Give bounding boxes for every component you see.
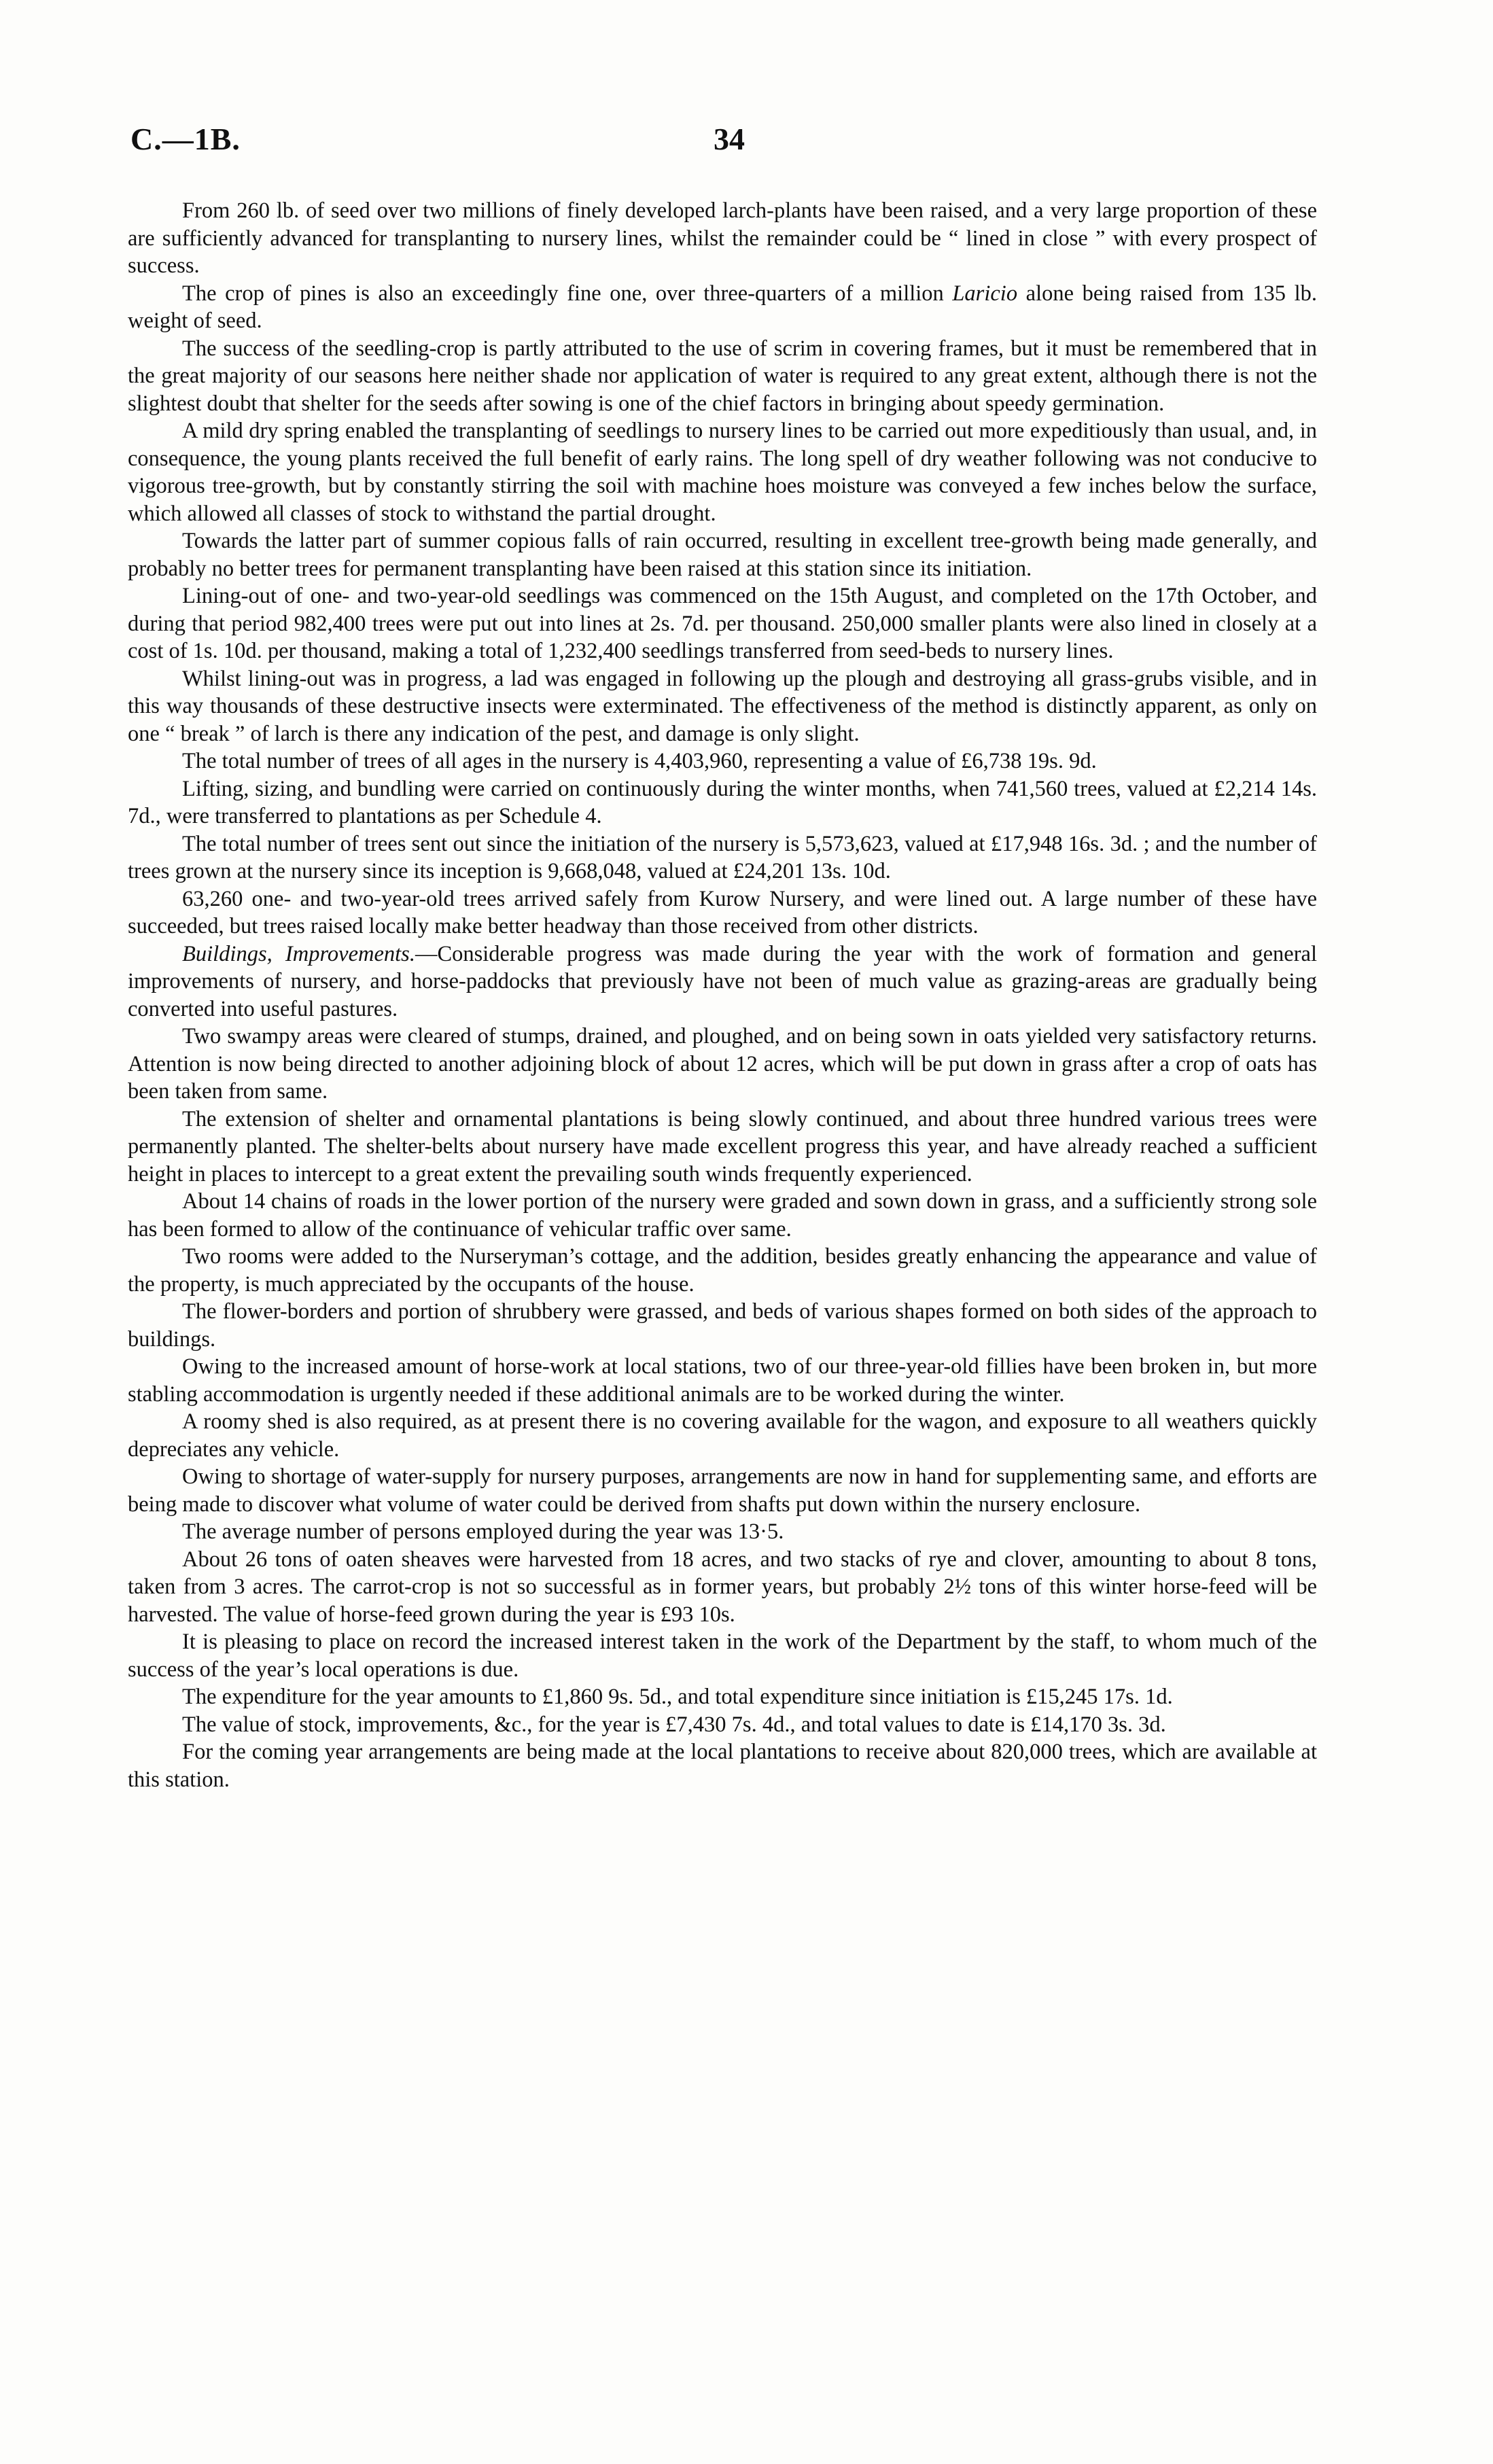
page-header: [130, 121, 1363, 175]
paragraph-pine-crop: [128, 280, 1317, 335]
paragraph-summer-rain: Towards the latter part of summer copious falls of rain occurred, resulting in excellent tree-growth being made generally, and probably no better trees for permanent transplanting have been raised at this station since its initiation.: [128, 529, 1317, 581]
paragraph-stock-value: The value of stock, improvements, &c., for the year is £7,430 7s. 4d., and total values to date is £14,170 3s. 3d.: [182, 1712, 1166, 1737]
paragraph-water-supply: Owing to shortage of water-supply for nursery purposes, arrangements are now in hand for supplementing same, and efforts are being made to discover what volume of water could be derived from shafts put down within the nursery enclosure.: [128, 1464, 1317, 1517]
paragraph-buildings-improvements: [128, 940, 1317, 1023]
paragraph-kurow-nursery: 63,260 one- and two-year-old trees arrived safely from Kurow Nursery, and were lined out. A large number of these have succeeded, but trees raised locally make better headway than those received from other districts.: [128, 886, 1317, 938]
paragraph-coming-year: For the coming year arrangements are being made at the local plantations to receive about 820,000 trees, which are available at this station.: [128, 1740, 1317, 1792]
paragraph-expenditure: The expenditure for the year amounts to £1,860 9s. 5d., and total expenditure since initiation is £15,245 17s. 1d.: [182, 1685, 1173, 1709]
pine-crop-text-end: alone being raised from 135 lb. weight of seed.: [128, 281, 1317, 333]
paragraph-swampy-areas: Two swampy areas were cleared of stumps, drained, and ploughed, and on being sown in oats yielded very satisfactory returns. Attention is now being directed to another adjoining block of about 12 acres, which will be put down in grass after a crop of oats has been taken from same.: [128, 1024, 1317, 1104]
paragraph-total-trees: The total number of trees of all ages in the nursery is 4,403,960, representing a value of £6,738 19s. 9d.: [182, 749, 1097, 773]
paragraph-dry-spring: A mild dry spring enabled the transplanting of seedlings to nursery lines to be carried out more expeditiously than usual, and, in consequence, the young plants received the full benefit of early rains. The long spell of dry weather following was not conducive to vigorous tree-growth, but by constantly stirring the soil with machine hoes moisture was conveyed a few inches below the surface, which allowed all classes of stock to withstand the partial drought.: [128, 419, 1317, 526]
paragraph-oaten-sheaves: About 26 tons of oaten sheaves were harvested from 18 acres, and two stacks of rye and clover, amounting to about 8 tons, taken from 3 acres. The carrot-crop is not so successful as in former years, but probably 2½ tons of this winter horse-feed will be harvested. The value of horse-feed grown during the year is £93 10s.: [128, 1547, 1317, 1627]
paragraph-roads: About 14 chains of roads in the lower portion of the nursery were graded and sown down in grass, and a sufficiently strong sole has been formed to allow of the continuance of vehicular traffic over same.: [128, 1189, 1317, 1242]
section-heading-buildings: Buildings, Improvements.: [182, 941, 415, 966]
paragraph-lifting: Lifting, sizing, and bundling were carried on continuously during the winter months, when 741,560 trees, valued at £2,214 14s. 7d., were transferred to plantations as per Schedule 4.: [128, 776, 1317, 828]
paragraph-shelter-plantations: The extension of shelter and ornamental plantations is being slowly continued, and about three hundred various trees were permanently planted. The shelter-belts about nursery have made excellent progress this year, and have already reached a sufficient height in places to intercept to a great extent the prevailing south winds frequently experienced.: [128, 1106, 1317, 1186]
paragraph-staff-interest: It is pleasing to place on record the increased interest taken in the work of the Department by the staff, to whom much of the success of the year’s local operations is due.: [128, 1630, 1317, 1682]
paragraph-horse-work: Owing to the increased amount of horse-work at local stations, two of our three-year-old fillies have been broken in, but more stabling accommodation is urgently needed if these additional animals are to be worked during the winter.: [128, 1354, 1317, 1407]
paragraph-grass-grubs: Whilst lining-out was in progress, a lad was engaged in following up the plough and destroying all grass-grubs visible, and in this way thousands of these destructive insects were exterminated. The effectiveness of the method is distinctly apparent, as only on one “ break ” of larch is there any indication of the pest, and damage is only slight.: [128, 666, 1317, 746]
report-body: [128, 197, 1317, 1793]
paragraph-larch-plants: From 260 lb. of seed over two millions of finely developed larch-plants have been raised, and a very large proportion of these are sufficiently advanced for transplanting to nursery lines, whilst the remainder could be “ lined in close ” with every prospect of success.: [128, 198, 1317, 278]
paragraph-lining-out: Lining-out of one- and two-year-old seedlings was commenced on the 15th August, and completed on the 17th October, and during that period 982,400 trees were put out into lines at 2s. 7d. per thousand. 250,000 smaller plants were also lined in closely at a cost of 1s. 10d. per thousand, making a total of 1,232,400 seedlings transferred from seed-beds to nursery lines.: [128, 584, 1317, 663]
paragraph-trees-sent-out: The total number of trees sent out since the initiation of the nursery is 5,573,623, valued at £17,948 16s. 3d. ; and the number of trees grown at the nursery since its inception is 9,668,048, valued at £24,201 13s. 10d.: [128, 831, 1317, 883]
document-reference: C.—1B.: [130, 122, 241, 156]
paragraph-cottage: Two rooms were added to the Nurseryman’s cottage, and the addition, besides greatly enhancing the appearance and value of the property, is much appreciated by the occupants of the house.: [128, 1244, 1317, 1297]
buildings-improvements-text: —Considerable progress was made during the year with the work of formation and general improvements of nursery, and horse-paddocks that previously have not been of much value as grazing-areas are gradually being converted into useful pastures.: [128, 941, 1318, 1021]
pine-crop-text-start: The crop of pines is also an exceedingly fine one, over three-quarters of a million: [182, 281, 953, 306]
paragraph-persons-employed: The average number of persons employed during the year was 13·5.: [182, 1519, 784, 1544]
paragraph-shed: A roomy shed is also required, as at present there is no covering available for the wagon, and exposure to all weathers quickly depreciates any vehicle.: [128, 1409, 1317, 1462]
page-number: 34: [714, 122, 745, 156]
laricio-term: Laricio: [952, 281, 1018, 306]
paragraph-flower-borders: The flower-borders and portion of shrubbery were grassed, and beds of various shapes formed on both sides of the approach to buildings.: [128, 1299, 1317, 1352]
paragraph-seedling-crop: The success of the seedling-crop is partly attributed to the use of scrim in covering frames, but it must be remembered that in the great majority of our seasons here neither shade nor application of water is required to any great extent, although there is not the slightest doubt that shelter for the seeds after sowing is one of the chief factors in bringing about speedy germination.: [128, 336, 1317, 416]
